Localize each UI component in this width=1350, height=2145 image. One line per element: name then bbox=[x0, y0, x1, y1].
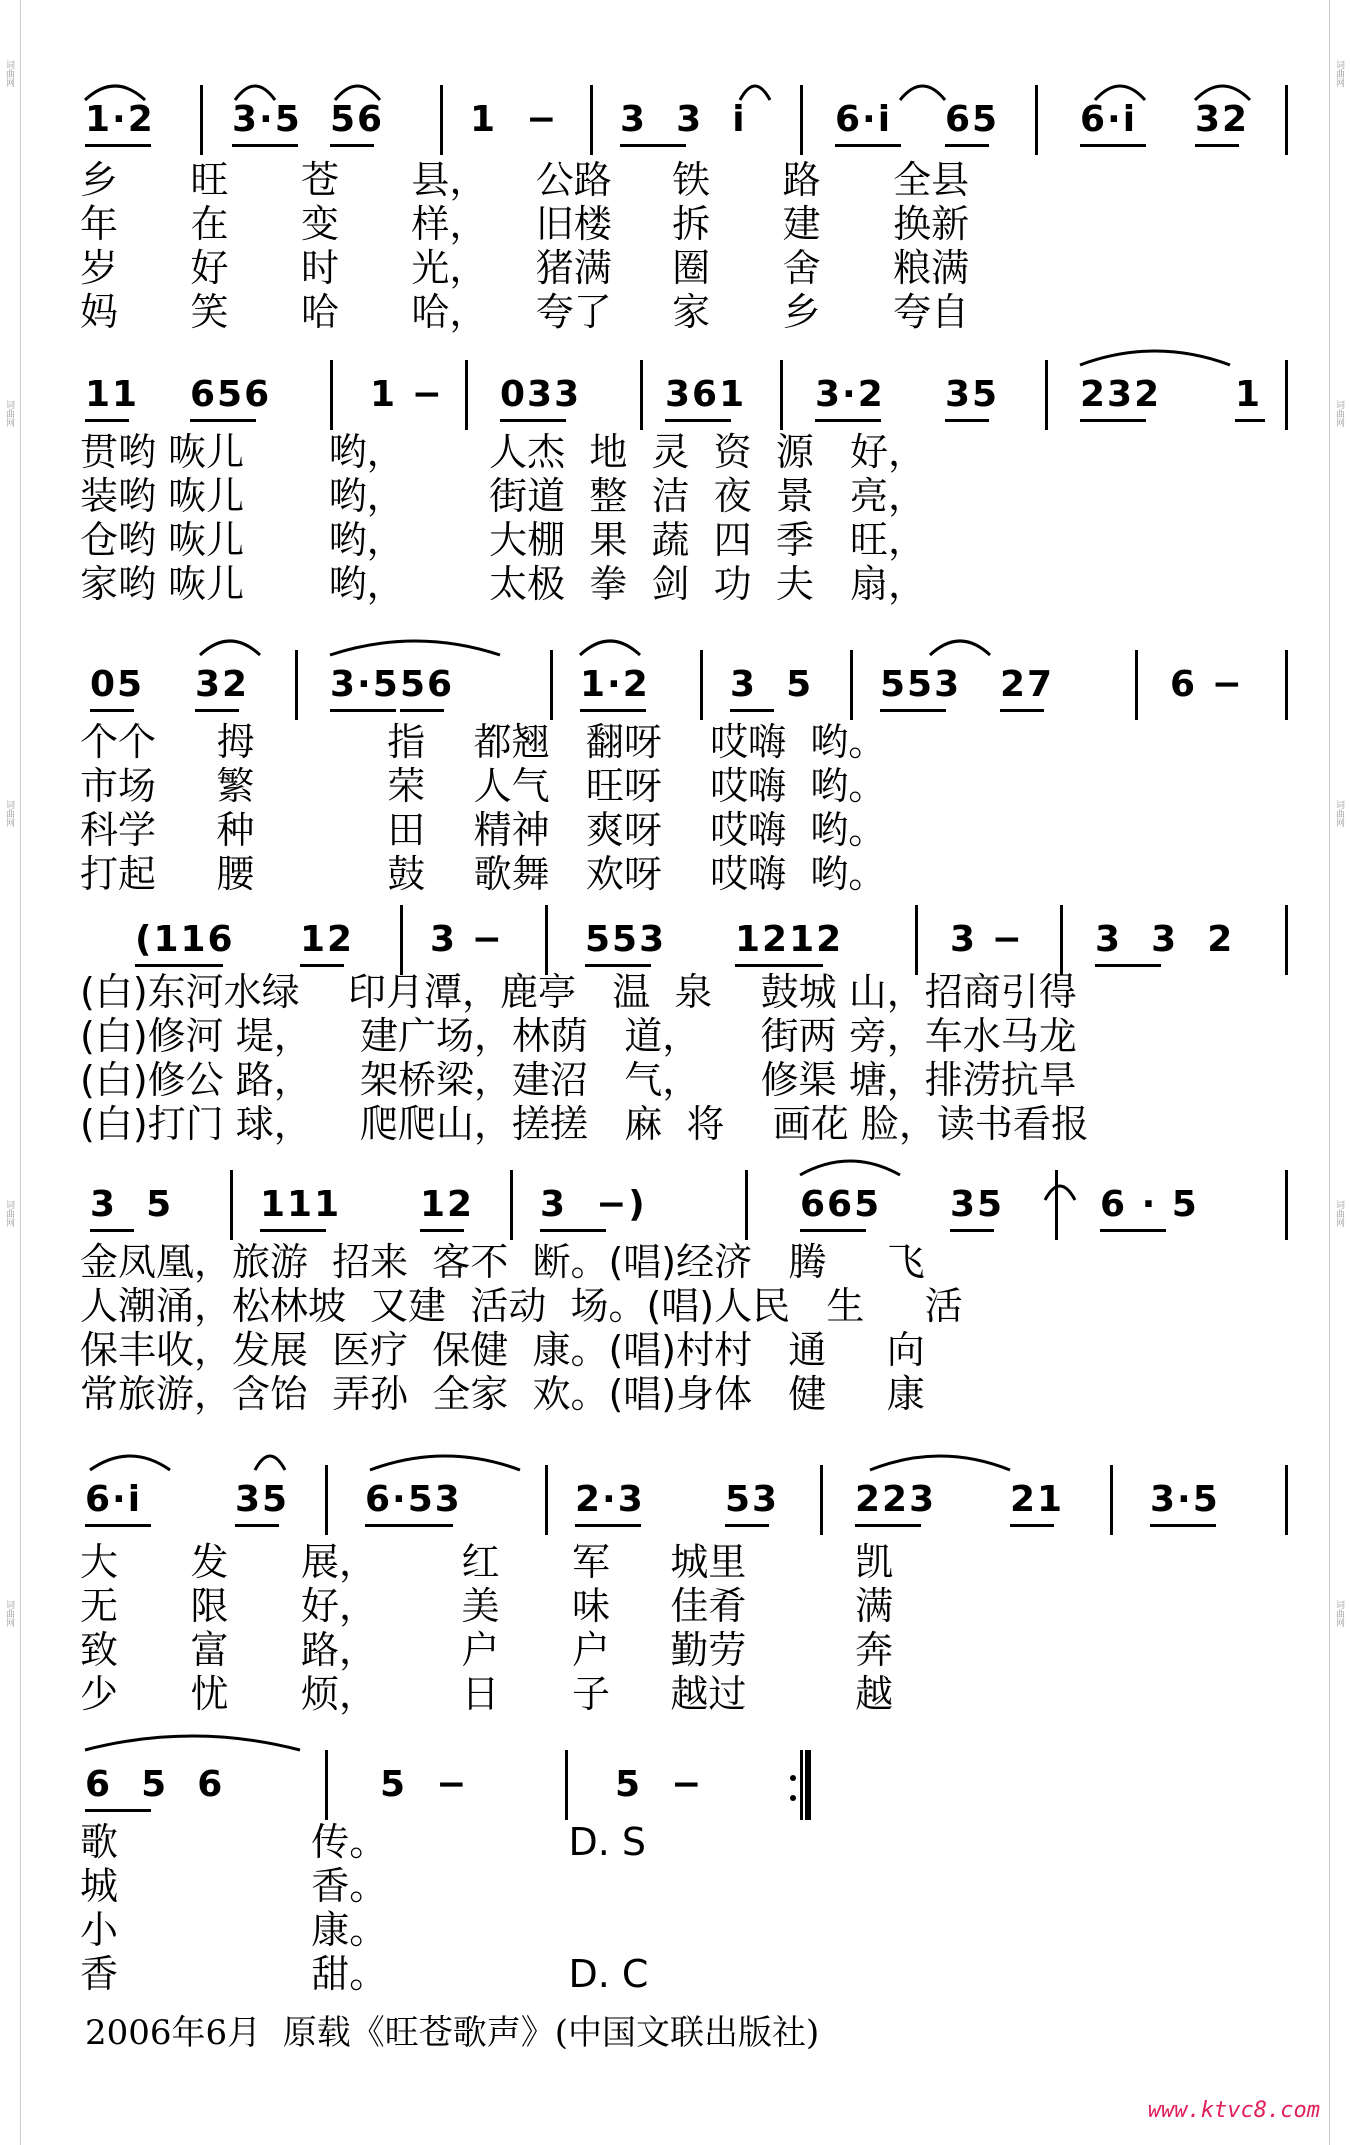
watermark: 词曲网 bbox=[4, 1600, 14, 1627]
beam bbox=[330, 709, 396, 712]
note-group: 5 − bbox=[380, 1764, 469, 1805]
watermark: 词曲网 bbox=[4, 800, 14, 827]
note-group: 553 bbox=[880, 664, 962, 705]
note-group: 033 bbox=[500, 374, 582, 415]
beam bbox=[85, 1809, 151, 1812]
beam bbox=[90, 1229, 134, 1232]
lyric-line: 仓哟 咴儿 哟， 大棚 果 蔬 四 季 旺， bbox=[80, 518, 927, 562]
note-group: 111 bbox=[260, 1184, 342, 1225]
bar-line bbox=[1285, 905, 1288, 975]
beam bbox=[1080, 144, 1146, 147]
beam bbox=[90, 709, 134, 712]
note-group: 21 bbox=[1010, 1479, 1065, 1520]
note-group: 32 bbox=[195, 664, 250, 705]
note-group: 6·i bbox=[1080, 99, 1138, 140]
bar-line bbox=[1285, 85, 1288, 155]
note-group: 6·i bbox=[85, 1479, 143, 1520]
note-group: 53 bbox=[725, 1479, 780, 1520]
note-group: 35 bbox=[945, 374, 1000, 415]
beam bbox=[945, 419, 989, 422]
note-group: 35 bbox=[235, 1479, 290, 1520]
bar-line bbox=[820, 1465, 823, 1535]
lyric-line: 岁 好 时 光， 猪满 圈 舍 粮满 bbox=[80, 246, 970, 290]
bar-line bbox=[200, 85, 203, 155]
beam bbox=[1195, 144, 1239, 147]
lyric-line: 家哟 咴儿 哟， 太极 拳 剑 功 夫 扇， bbox=[80, 562, 927, 606]
beam bbox=[945, 144, 989, 147]
bar-line bbox=[545, 1465, 548, 1535]
watermark: 词曲网 bbox=[4, 60, 14, 87]
lyric-line: (白)东河水绿 印月潭，鹿亭 温 泉 鼓城 山，招商引得 bbox=[80, 970, 1077, 1014]
bar-line bbox=[330, 360, 333, 430]
lyric-line: (白)修河 堤， 建广场，林荫 道， 街两 旁，车水马龙 bbox=[80, 1014, 1077, 1058]
note-group: 1212 bbox=[735, 919, 844, 960]
beam bbox=[880, 709, 946, 712]
note-group: 12 bbox=[300, 919, 355, 960]
beam bbox=[420, 1229, 464, 1232]
note-group: 6 · 5 bbox=[1100, 1184, 1199, 1225]
bar-line bbox=[545, 905, 548, 975]
note-group: 1 bbox=[1235, 374, 1263, 415]
note-group: 232 bbox=[1080, 374, 1162, 415]
bar-line bbox=[1060, 905, 1063, 975]
note-group: 1·2 bbox=[85, 99, 155, 140]
repeat-dot bbox=[790, 1775, 796, 1781]
watermark: 词曲网 bbox=[1334, 1200, 1344, 1227]
note-group: 361 bbox=[665, 374, 747, 415]
watermark: 词曲网 bbox=[1334, 1600, 1344, 1627]
beam bbox=[1235, 419, 1265, 422]
beam bbox=[575, 1524, 641, 1527]
lyric-line: 城 香。 bbox=[80, 1864, 388, 1908]
note-group: 656 bbox=[190, 374, 272, 415]
note-group: 65 bbox=[945, 99, 1000, 140]
lyric-line: 妈 笑 哈 哈， 夸了 家 乡 夸自 bbox=[80, 290, 970, 334]
bar-line bbox=[1135, 650, 1138, 720]
lyric-line: 致 富 路， 户 户 勤劳 奔 bbox=[80, 1628, 894, 1672]
note-group: 1 − bbox=[470, 99, 559, 140]
note-group: 11 bbox=[85, 374, 140, 415]
lyric-line: 歌 传。 D. S bbox=[80, 1820, 646, 1864]
beam bbox=[730, 709, 774, 712]
note-group: 3 3 i bbox=[620, 99, 747, 140]
repeat-end-bar bbox=[805, 1750, 811, 1820]
bar-line bbox=[780, 360, 783, 430]
lyric-line: 市场 繁 荣 人气 旺呀 哎嗨 哟。 bbox=[80, 764, 887, 808]
beam bbox=[260, 1229, 326, 1232]
beam bbox=[665, 419, 731, 422]
beam bbox=[232, 144, 298, 147]
note-group: 3 − bbox=[430, 919, 504, 960]
watermark: 词曲网 bbox=[4, 400, 14, 427]
bar-line bbox=[800, 85, 803, 155]
beam bbox=[400, 709, 444, 712]
beam bbox=[1080, 419, 1146, 422]
beam bbox=[1010, 1524, 1054, 1527]
watermark: 词曲网 bbox=[1334, 800, 1344, 827]
lyric-line: (白)修公 路， 架桥梁，建沼 气， 修渠 塘，排涝抗旱 bbox=[80, 1058, 1077, 1102]
bar-line bbox=[1285, 360, 1288, 430]
bar-line bbox=[295, 650, 298, 720]
lyric-line: 贯哟 咴儿 哟， 人杰 地 灵 资 源 好， bbox=[80, 430, 927, 474]
beam bbox=[580, 709, 646, 712]
note-group: 35 bbox=[950, 1184, 1005, 1225]
beam bbox=[950, 1229, 994, 1232]
beam bbox=[725, 1524, 769, 1527]
note-group: 6 5 6 bbox=[85, 1764, 225, 1805]
bar-line bbox=[325, 1465, 328, 1535]
note-group: 223 bbox=[855, 1479, 937, 1520]
note-group: 6 − bbox=[1170, 664, 1244, 705]
bar-line bbox=[1045, 360, 1048, 430]
lyric-line: 无 限 好， 美 味 佳肴 满 bbox=[80, 1584, 894, 1628]
bar-line bbox=[565, 1750, 568, 1820]
lyric-line: 年 在 变 样， 旧楼 拆 建 换新 bbox=[80, 202, 970, 246]
bar-line bbox=[915, 905, 918, 975]
note-group: 3 3 2 bbox=[1095, 919, 1235, 960]
note-group: 665 bbox=[800, 1184, 882, 1225]
bar-line bbox=[550, 650, 553, 720]
bar-line bbox=[700, 650, 703, 720]
beam bbox=[300, 964, 344, 967]
lyric-line: 保丰收，发展 医疗 保健 康。(唱)村村 通 向 bbox=[80, 1328, 925, 1372]
note-group: 1·2 bbox=[580, 664, 650, 705]
lyric-line: 金凤凰，旅游 招来 客不 断。(唱)经济 腾 飞 bbox=[80, 1240, 925, 1284]
bar-line bbox=[800, 1750, 803, 1820]
note-group: 553 bbox=[585, 919, 667, 960]
lyric-line: 少 忧 烦， 日 子 越过 越 bbox=[80, 1672, 894, 1716]
beam bbox=[365, 1524, 453, 1527]
note-group: 27 bbox=[1000, 664, 1055, 705]
lyric-line: 人潮涌，松林坡 又建 活动 场。(唱)人民 生 活 bbox=[80, 1284, 963, 1328]
note-group: 32 bbox=[1195, 99, 1250, 140]
bar-line bbox=[400, 905, 403, 975]
bar-line bbox=[325, 1750, 328, 1820]
note-group: 3·5 bbox=[330, 664, 400, 705]
bar-line bbox=[1285, 650, 1288, 720]
note-group: 3 − bbox=[950, 919, 1024, 960]
beam bbox=[585, 964, 651, 967]
source-note: 2006年6月 原载《旺苍歌声》(中国文联出版社) bbox=[85, 2013, 820, 2053]
beam bbox=[1095, 964, 1161, 967]
lyric-line: 个个 拇 指 都翘 翻呀 哎嗨 哟。 bbox=[80, 720, 887, 764]
beam bbox=[500, 419, 566, 422]
beam bbox=[85, 1524, 151, 1527]
bar-line bbox=[1285, 1170, 1288, 1240]
note-group: 56 bbox=[400, 664, 455, 705]
bar-line bbox=[440, 85, 443, 155]
note-group: 05 bbox=[90, 664, 145, 705]
beam bbox=[1150, 1524, 1216, 1527]
beam bbox=[835, 144, 901, 147]
watermark: 词曲网 bbox=[1334, 400, 1344, 427]
bar-line bbox=[230, 1170, 233, 1240]
lyric-line: 小 康。 bbox=[80, 1908, 388, 1952]
note-group: 3·2 bbox=[815, 374, 885, 415]
bar-line bbox=[745, 1170, 748, 1240]
watermark: 词曲网 bbox=[4, 1200, 14, 1227]
note-group: 3·5 bbox=[1150, 1479, 1220, 1520]
note-group: 3 5 bbox=[730, 664, 814, 705]
lyric-line: 香 甜。 D. C bbox=[80, 1952, 649, 1996]
lyric-line: 乡 旺 苍 县， 公路 铁 路 全县 bbox=[80, 158, 970, 202]
beam bbox=[800, 1229, 866, 1232]
beam bbox=[540, 1229, 606, 1232]
beam bbox=[855, 1524, 921, 1527]
bar-line bbox=[1055, 1170, 1058, 1240]
beam bbox=[735, 964, 823, 967]
beam bbox=[85, 419, 129, 422]
bar-line bbox=[1285, 1465, 1288, 1535]
note-group: 56 bbox=[330, 99, 385, 140]
bar-line bbox=[640, 360, 643, 430]
beam bbox=[1000, 709, 1044, 712]
lyric-line: 装哟 咴儿 哟， 街道 整 洁 夜 景 亮， bbox=[80, 474, 927, 518]
beam bbox=[135, 964, 223, 967]
note-group: 5 − bbox=[615, 1764, 704, 1805]
note-group: 12 bbox=[420, 1184, 475, 1225]
lyric-line: (白)打门 球， 爬爬山，搓搓 麻 将 画花 脸，读书看报 bbox=[80, 1102, 1089, 1146]
bar-line bbox=[510, 1170, 513, 1240]
note-group: 3 −) bbox=[540, 1184, 647, 1225]
note-group: 3·5 bbox=[232, 99, 302, 140]
beam bbox=[85, 144, 151, 147]
lyric-line: 科学 种 田 精神 爽呀 哎嗨 哟。 bbox=[80, 808, 887, 852]
beam bbox=[195, 709, 239, 712]
note-group: 1 − bbox=[370, 374, 444, 415]
lyric-line: 大 发 展， 红 军 城里 凯 bbox=[80, 1540, 894, 1584]
watermark: 词曲网 bbox=[1334, 60, 1344, 87]
bar-line bbox=[590, 85, 593, 155]
repeat-dot bbox=[790, 1795, 796, 1801]
beam bbox=[815, 419, 881, 422]
site-url[interactable]: www.ktvc8.com bbox=[1147, 2098, 1320, 2123]
lyric-line: 打起 腰 鼓 歌舞 欢呀 哎嗨 哟。 bbox=[80, 852, 887, 896]
note-group: 6·i bbox=[835, 99, 893, 140]
bar-line bbox=[1035, 85, 1038, 155]
beam bbox=[190, 419, 256, 422]
bar-line bbox=[465, 360, 468, 430]
beam bbox=[330, 144, 374, 147]
note-group: 6·53 bbox=[365, 1479, 462, 1520]
beam bbox=[235, 1524, 279, 1527]
beam bbox=[1100, 1229, 1166, 1232]
bar-line bbox=[850, 650, 853, 720]
note-group: 2·3 bbox=[575, 1479, 645, 1520]
lyric-line: 常旅游，含饴 弄孙 全家 欢。(唱)身体 健 康 bbox=[80, 1372, 925, 1416]
beam bbox=[620, 144, 686, 147]
note-group: (116 bbox=[135, 919, 235, 960]
bar-line bbox=[1110, 1465, 1113, 1535]
note-group: 3 5 bbox=[90, 1184, 174, 1225]
